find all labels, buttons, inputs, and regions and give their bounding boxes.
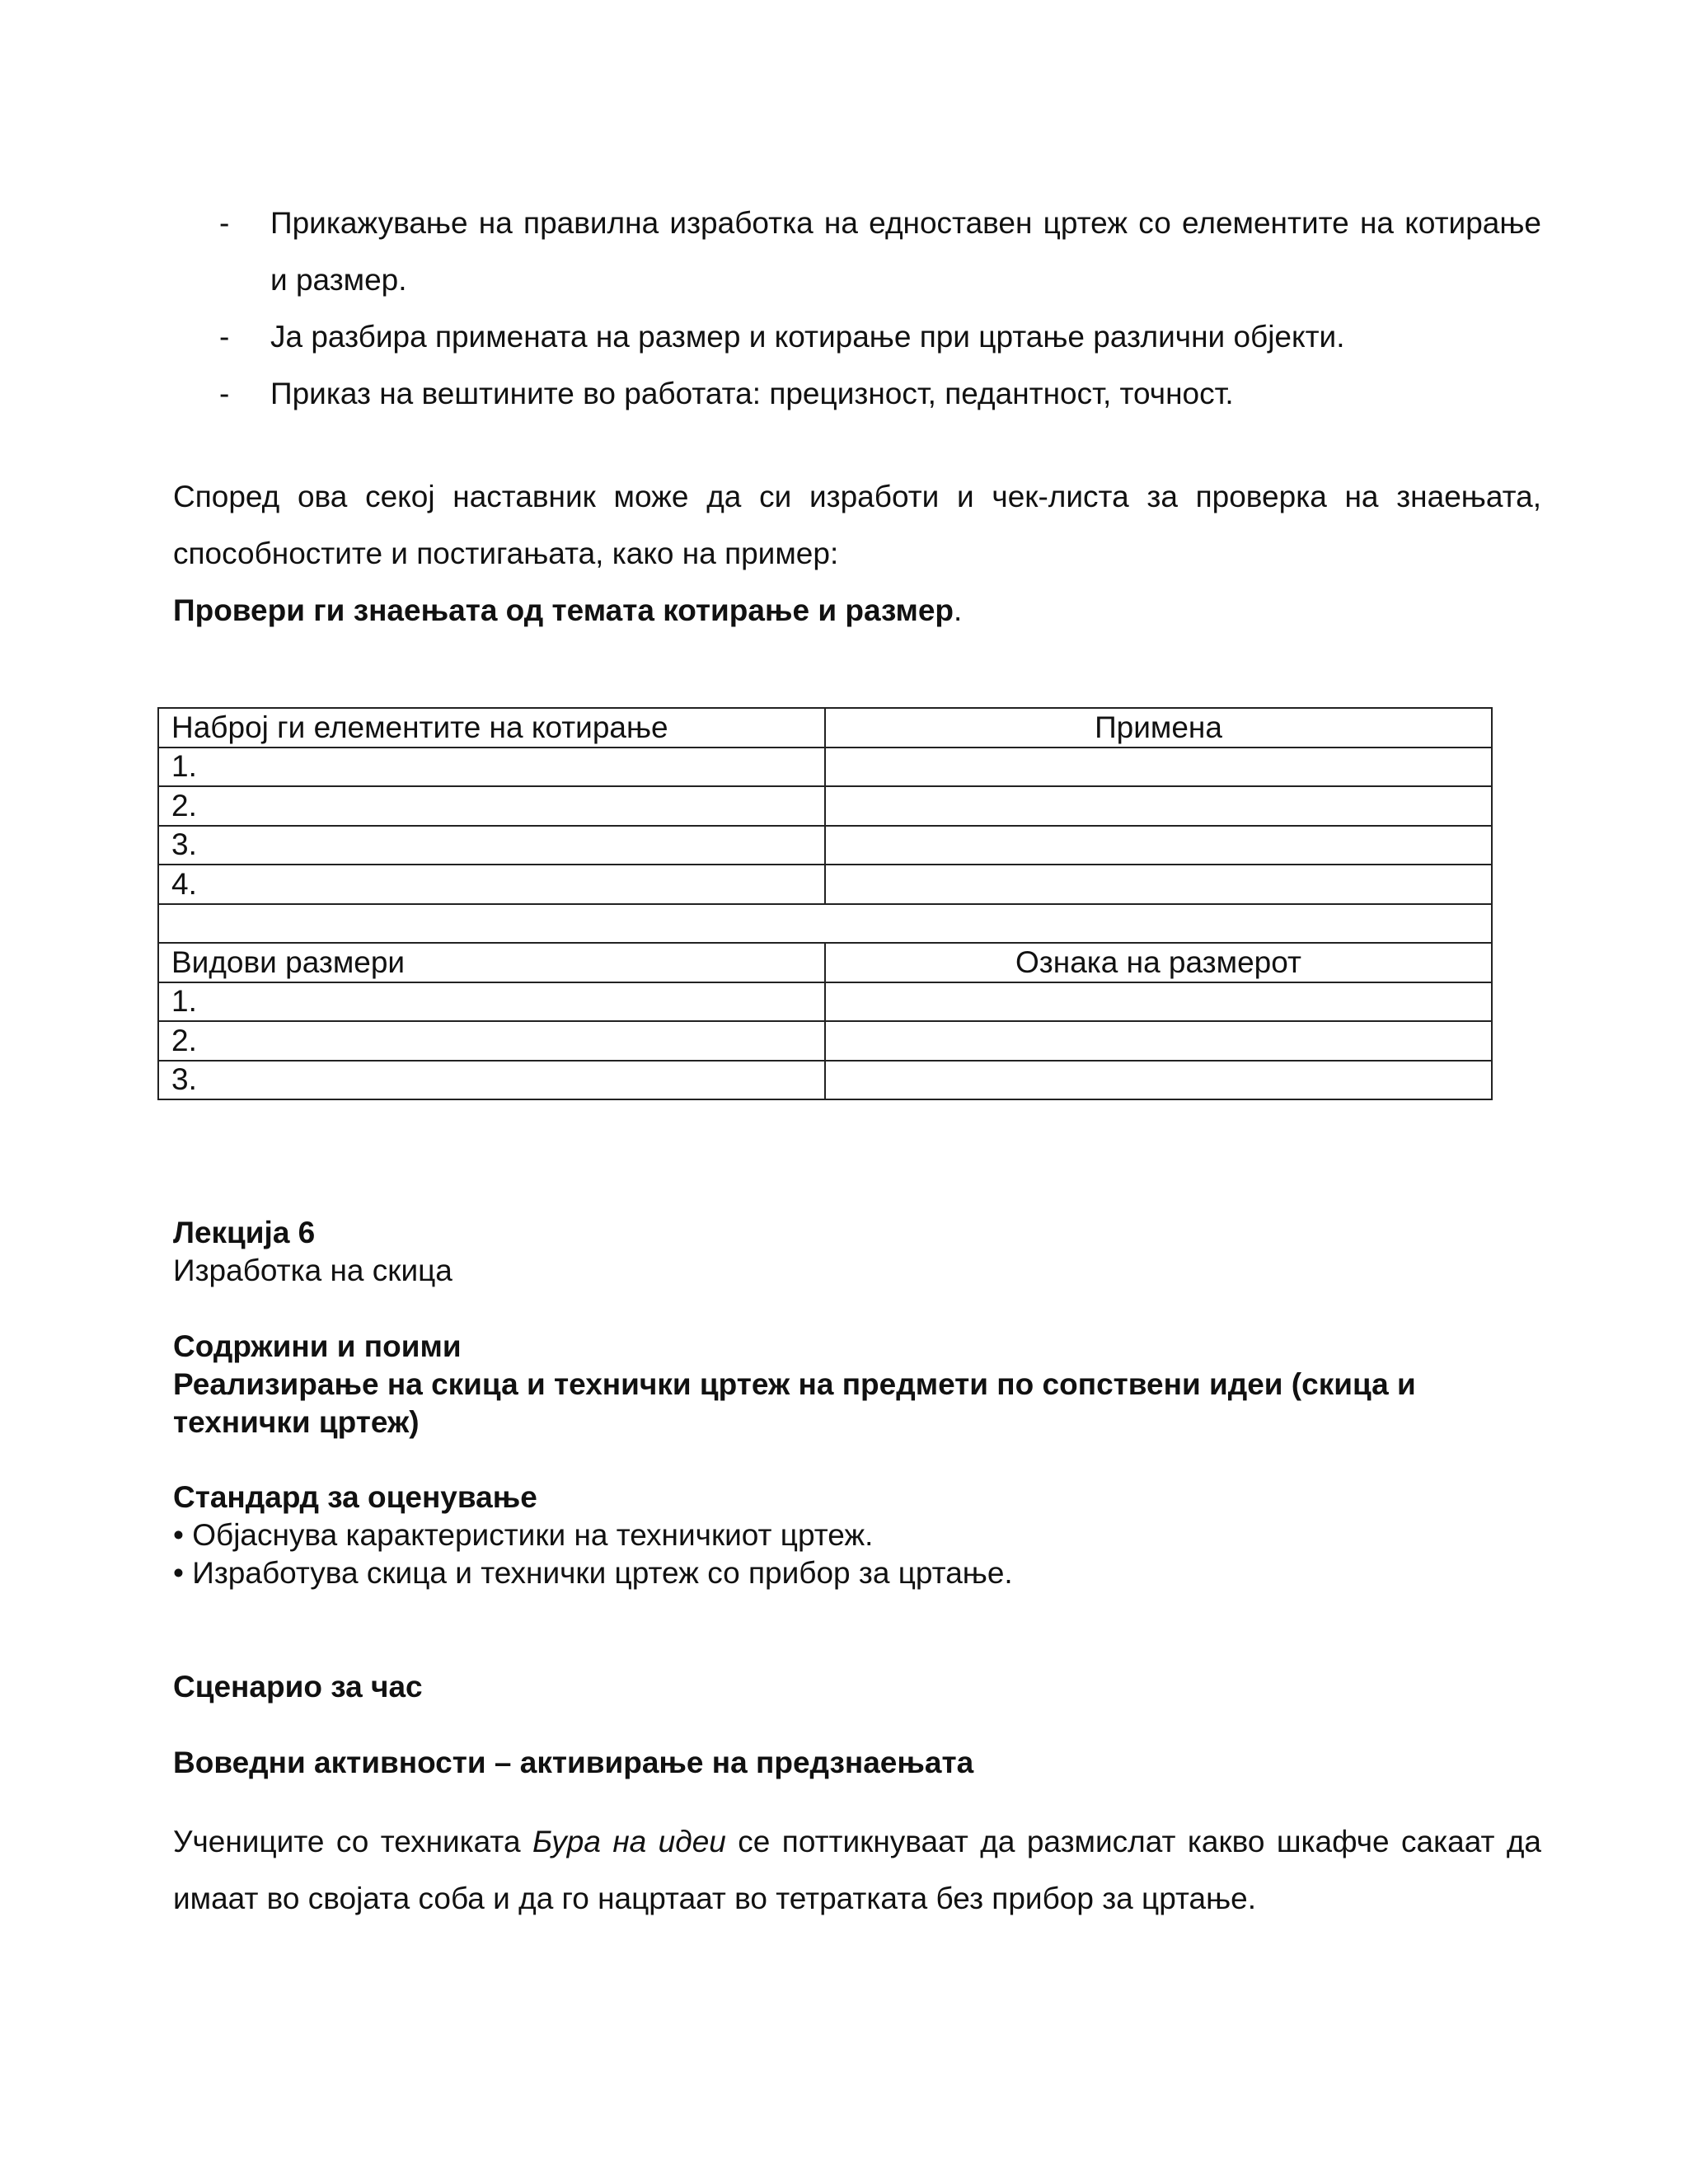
table-cell-empty[interactable] bbox=[825, 865, 1492, 904]
table-spacer-cell bbox=[158, 904, 1492, 944]
checklist-title bbox=[173, 582, 1541, 639]
intro-paragraph: Според ова секој наставник може да си изработи и чек-листа за проверка на знаењата, способностите и постигањата, како на пример: bbox=[173, 480, 1541, 570]
table-header-row bbox=[158, 708, 1492, 748]
table-header-cell: Примена bbox=[825, 708, 1492, 748]
table-cell-empty[interactable] bbox=[825, 1061, 1492, 1100]
table-header-cell: Наброј ги елементите на котирање bbox=[158, 708, 825, 748]
list-item bbox=[173, 365, 1541, 422]
table-header-cell: Ознака на размерот bbox=[825, 943, 1492, 982]
table-row bbox=[158, 982, 1492, 1022]
dash-marker: - bbox=[219, 320, 230, 354]
list-item bbox=[173, 308, 1541, 365]
content-text: Реализирање на скица и технички цртеж на предмети по сопствени идеи (скица и технички цртеж) bbox=[173, 1367, 1416, 1439]
activity-text-end: се поттикнуваат да размислат какво шкафче сакаат да имаат во својата соба и да го нацртаат во тетратката без прибор за цртање. bbox=[173, 1825, 1542, 1915]
list-item bbox=[173, 194, 1541, 308]
table-spacer-row bbox=[158, 904, 1492, 944]
intro-activities-heading: Воведни активности – активирање на предзнаењата bbox=[173, 1746, 974, 1779]
table-cell-empty[interactable] bbox=[825, 748, 1492, 787]
table-cell: 2. bbox=[158, 786, 825, 826]
table-header-cell: Видови размери bbox=[158, 943, 825, 982]
table-row bbox=[158, 786, 1492, 826]
dash-marker: - bbox=[219, 206, 230, 240]
activity-technique: Бура на идеи bbox=[532, 1825, 726, 1858]
table-cell: 2. bbox=[158, 1021, 825, 1061]
table-cell: 1. bbox=[158, 748, 825, 787]
scenario-heading: Сценарио за час bbox=[173, 1670, 423, 1704]
table-cell-empty[interactable] bbox=[825, 982, 1492, 1022]
standard-heading: Стандард за оценување bbox=[173, 1480, 537, 1514]
list-item-text: Ја разбира примената на размер и котирање при цртање различни објекти. bbox=[270, 320, 1345, 354]
checklist-title-period: . bbox=[954, 593, 963, 627]
standard-item: • Објаснува карактеристики на техничкиот цртеж. bbox=[173, 1518, 874, 1552]
table-row bbox=[158, 1021, 1492, 1061]
table-cell: 1. bbox=[158, 982, 825, 1022]
dash-marker: - bbox=[219, 377, 230, 410]
lesson-header bbox=[173, 1214, 1541, 1290]
lesson-title: Изработка на скица bbox=[173, 1254, 452, 1287]
table-cell: 3. bbox=[158, 826, 825, 865]
standard-item: • Изработува скица и технички цртеж со прибор за цртање. bbox=[173, 1556, 1013, 1590]
standard-section bbox=[173, 1479, 1541, 1592]
table-row bbox=[158, 748, 1492, 787]
outcome-list bbox=[173, 194, 1541, 422]
content-section bbox=[173, 1328, 1541, 1441]
table-cell-empty[interactable] bbox=[825, 1021, 1492, 1061]
checklist-title-text: Провери ги знаењата од темата котирање и размер bbox=[173, 593, 954, 627]
activity-paragraph bbox=[173, 1813, 1541, 1927]
table-cell: 4. bbox=[158, 865, 825, 904]
table-row bbox=[158, 1061, 1492, 1100]
list-item-text: Прикажување на правилна изработка на едноставен цртеж со елементите на котирање и размер. bbox=[270, 206, 1541, 297]
table-cell-empty[interactable] bbox=[825, 786, 1492, 826]
checklist-table bbox=[157, 707, 1493, 1100]
table-row bbox=[158, 865, 1492, 904]
table-header-row bbox=[158, 943, 1492, 982]
activity-text-start: Учениците со техниката bbox=[173, 1825, 532, 1858]
content-heading: Содржини и поими bbox=[173, 1329, 462, 1363]
lesson-number: Лекција 6 bbox=[173, 1216, 316, 1249]
table-cell: 3. bbox=[158, 1061, 825, 1100]
table-row bbox=[158, 826, 1492, 865]
list-item-text: Приказ на вештините во работата: прецизност, педантност, точност. bbox=[270, 377, 1234, 410]
table-cell-empty[interactable] bbox=[825, 826, 1492, 865]
